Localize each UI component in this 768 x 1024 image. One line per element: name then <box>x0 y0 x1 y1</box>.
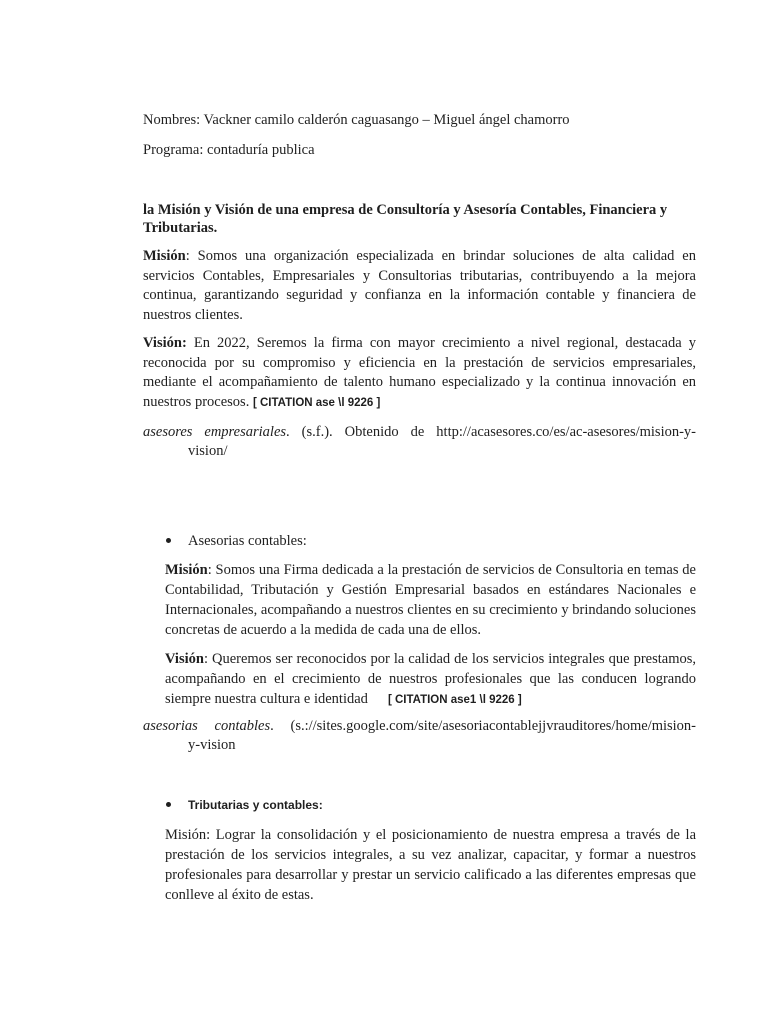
section1-citation[interactable]: [ CITATION ase \l 9226 ] <box>252 396 381 409</box>
bullet-icon <box>166 538 171 543</box>
document-title-line2: Tributarias. <box>143 220 218 236</box>
section2-reference-text[interactable]: . (s.://sites.google.com/site/asesoriacontablejjvrauditores/home/mision- <box>270 718 696 734</box>
document-title-line1: la Misión y Visión de una empresa de Consultoría y Asesoría Contables, Financiera y <box>143 202 668 218</box>
section2-vision <box>165 649 696 710</box>
section1-mision-text: : Somos una organización especializada en brindar soluciones de alta calidad en servicios Contables, Empresariales y Consultorias tributarias, contribuyendo a la mejora continua, garantizando seguridad y confianza en la información contable y financiera de nuestros clientes. <box>143 248 696 323</box>
section2-vision-text: : Queremos ser reconocidos por la calidad de los servicios integrales que prestamos, acompañando en el crecimiento de nuestros profesionales que las conducen logrando siempre nuestra cultura e identidad <box>165 651 696 707</box>
section1-reference-source: asesores empresariales <box>143 424 287 440</box>
bullet-icon <box>166 802 171 807</box>
section1-vision-text: En 2022, Seremos la firma con mayor crecimiento a nivel regional, destacada y reconocida por su compromiso y eficiencia en la prestación de servicios empresariales, mediante el acompañamiento de talento humano especializado y la continua innovación en nuestros procesos. <box>143 335 696 410</box>
section2-mision-text: : Somos una Firma dedicada a la prestación de servicios de Consultoria en temas de Contabilidad, Tributación y Gestión Empresarial basados en estándares Nacionales e Internacionales, acompañando a nuestros clientes en su crecimiento y brindando soluciones concretas de acuerdo a la medida de cada una de ellos. <box>165 562 696 638</box>
section1-mision-label: Misión <box>143 248 186 264</box>
section1-reference-cont[interactable]: vision/ <box>188 443 228 459</box>
section1-mision <box>143 247 696 325</box>
section2-mision-label: Misión <box>165 562 208 578</box>
section2-heading: Asesorias contables: <box>188 533 307 549</box>
section2-vision-label: Visión <box>165 651 204 667</box>
section2-reference-source: asesorias contables <box>143 718 271 734</box>
student-names: Nombres: Vackner camilo calderón caguasango – Miguel ángel chamorro <box>143 112 570 128</box>
section2-citation[interactable]: [ CITATION ase1 \l 9226 ] <box>387 694 522 706</box>
program-name: Programa: contaduría publica <box>143 142 315 158</box>
section1-reference <box>143 423 696 442</box>
section1-vision-label: Visión: <box>143 335 187 351</box>
section2-mision <box>165 560 696 640</box>
section3-heading: Tributarias y contables: <box>188 798 323 812</box>
section3-mision: Misión: Lograr la consolidación y el posicionamiento de nuestra empresa a través de la prestación de los servicios integrales, a su vez analizar, capacitar, y formar a nuestros profesionales para desarrollar y prestar un servicio calificado a las diferentes empresas que conlleve al éxito de estas. <box>165 827 696 903</box>
section1-reference-text[interactable]: . (s.f.). Obtenido de http://acasesores.co/es/ac-asesores/mision-y- <box>286 424 697 440</box>
section1-vision <box>143 334 696 413</box>
section2-reference-cont[interactable]: y-vision <box>188 737 236 753</box>
section2-reference <box>143 717 696 736</box>
